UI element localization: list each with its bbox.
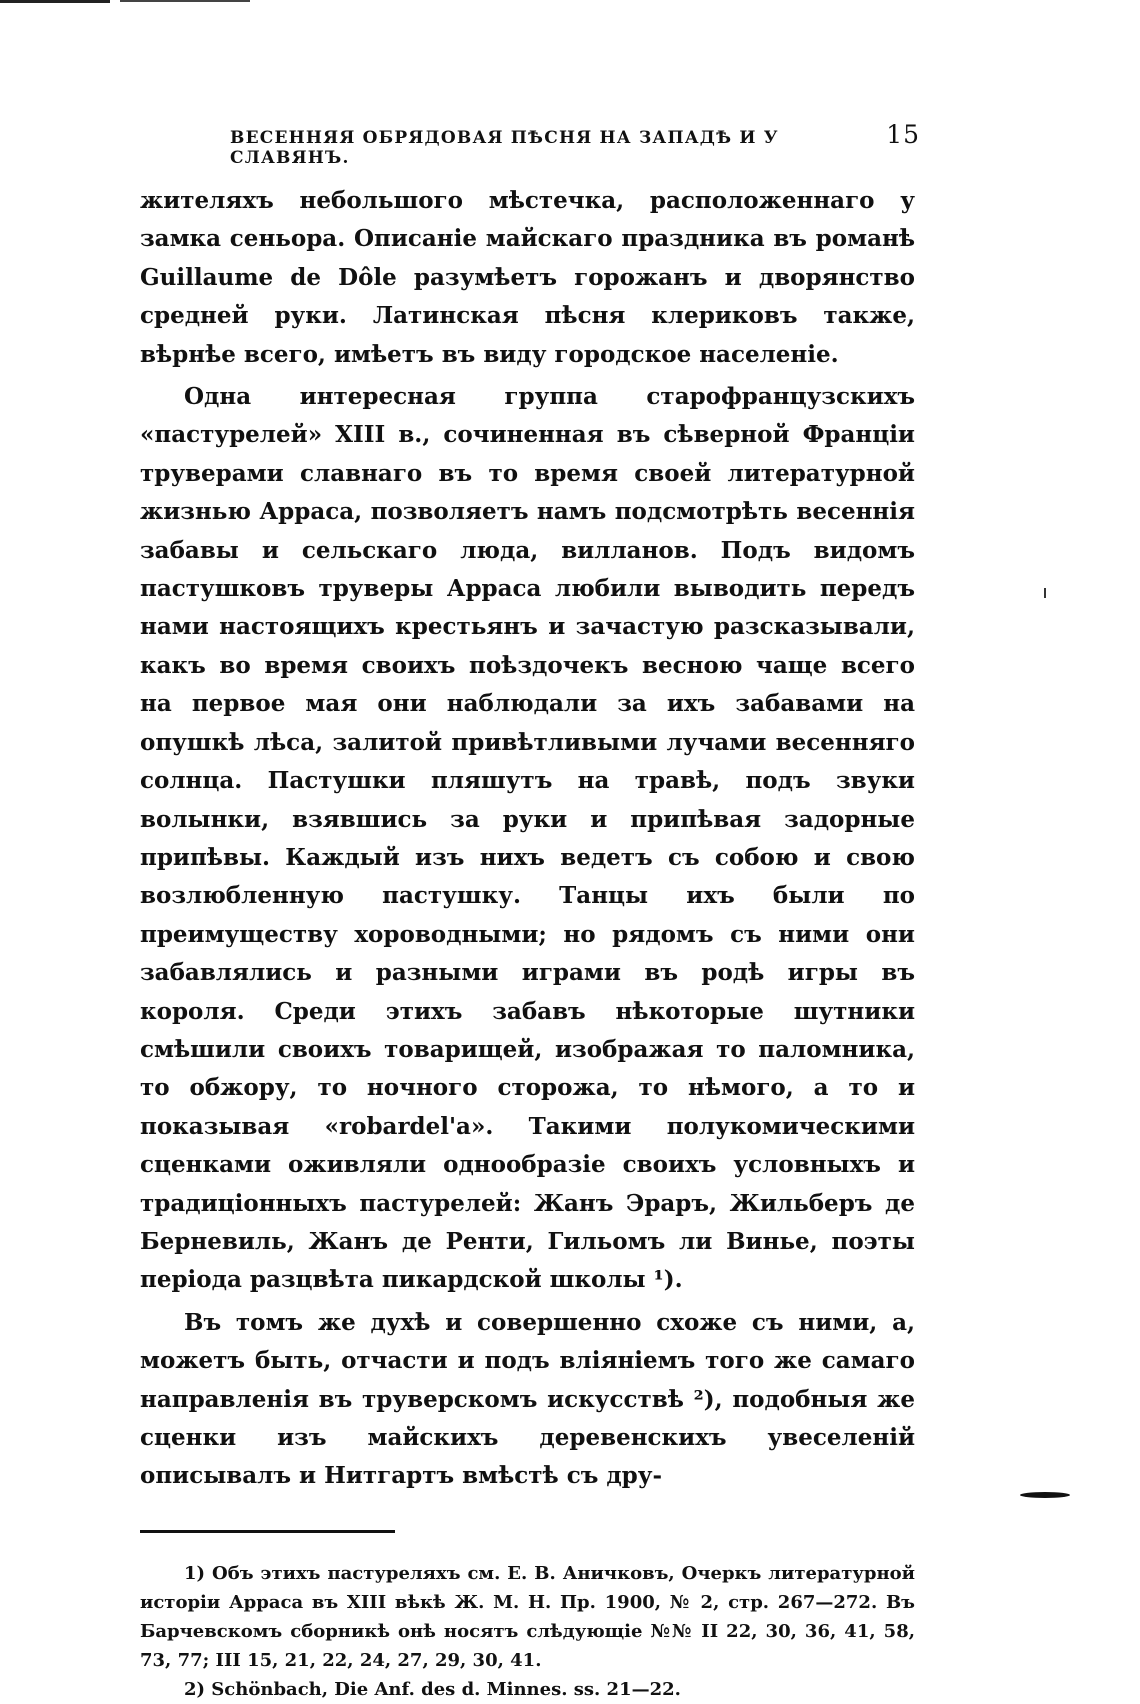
running-title: ВЕСЕННЯЯ ОБРЯДОВАЯ ПѢСНЯ НА ЗАПАДѢ И У СЛАВЯНЪ. — [230, 128, 779, 168]
footnote-rule — [140, 1530, 395, 1533]
book-page — [140, 120, 920, 1704]
stray-ink-mark — [1044, 588, 1046, 598]
running-head — [140, 120, 920, 168]
paragraph-continuation: жителяхъ небольшого мѣстечка, расположеннаго у замка сеньора. Описаніе майскаго праздника въ романѣ Guillaume de Dôle разумѣетъ горожанъ и дворянство средней руки. Латинская пѣсня клериковъ также, вѣрнѣе всего, имѣетъ въ виду городское населеніе. — [140, 187, 915, 368]
footnote-2: 2) Schönbach, Die Anf. des d. Minnes. ss. 21—22. — [184, 1678, 681, 1700]
scan-edge-mark — [0, 0, 110, 9]
corner-ink-mark — [1020, 1492, 1070, 1498]
paragraph-neidhart: Въ томъ же духѣ и совершенно схоже съ ними, а, можетъ быть, отчасти и подъ вліяніемъ того же самаго направленія въ труверскомъ искусствѣ ²), подобныя же сценки изъ майскихъ деревенскихъ увеселеній описывалъ и Нитгартъ вмѣстѣ съ дру- — [140, 1308, 915, 1490]
paragraph-pastourelles: Одна интересная группа старофранцузскихъ «пастурелей» XIII в., сочиненная въ сѣверной Франціи труверами славнаго въ то время своей литературной жизнью Арраса, позволяетъ намъ подсмотрѣть весеннія забавы и сельскаго люда, вилланов. Подъ видомъ пастушковъ труверы Арраса любили выводить передъ нами настоящихъ крестьянъ и зачастую разсказывали, какъ во время своихъ поѣздочекъ весною чаще всего на первое мая они наблюдали за ихъ забавами на опушкѣ лѣса, залитой привѣтливыми лучами весенняго солнца. Пастушки пляшутъ на травѣ, подъ звуки волынки, взявшись за руки и припѣвая задорные припѣвы. Каждый изъ нихъ ведетъ съ собою и свою возлюбленную пастушку. Танцы ихъ были по преимуществу хороводными; но рядомъ съ ними они забавлялись и разными играми въ родѣ игры въ короля. Среди этихъ забавъ нѣкоторые шутники смѣшили своихъ товарищей, изображая то паломника, то обжору, то ночного сторожа, то нѣмого, а то и показывая «robardel'a». Такими полукомическими сценками оживляли однообразіе своихъ условныхъ и традиціонныхъ пастурелей: Жанъ Эраръ, Жильберъ де Берневиль, Жанъ де Ренти, Гильомъ ли Винье, поэты періода разцвѣта пикардской школы ¹). — [140, 383, 915, 1294]
page-number: 15 — [886, 120, 920, 149]
scan-edge-mark-2 — [120, 0, 250, 6]
footnote-1: 1) Объ этихъ пастуреляхъ см. Е. В. Аничковъ, Очеркъ литературной исторіи Арраса въ XIII вѣкѣ Ж. М. Н. Пр. 1900, № 2, стр. 267—272. Въ Барчевскомъ сборникѣ онѣ носятъ слѣдующіе №№ II 22, 30, 36, 41, 58, 73, 77; III 15, 21, 22, 24, 27, 29, 30, 41. — [140, 1562, 915, 1671]
